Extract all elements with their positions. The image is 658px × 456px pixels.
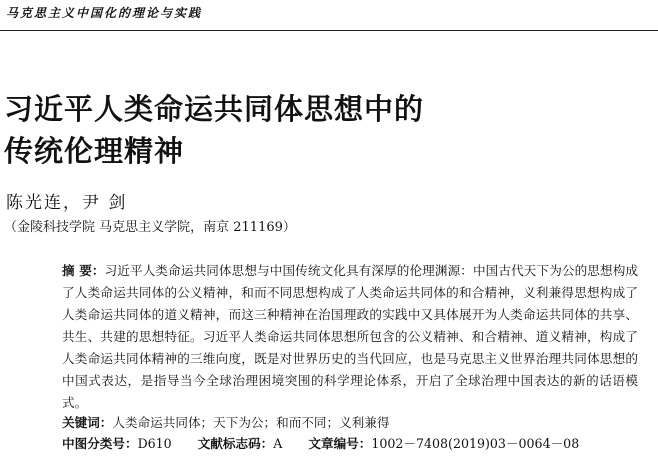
classification-line [62, 433, 579, 452]
keywords: 人类命运共同体；天下为公；和而不同；义利兼得 [112, 415, 390, 430]
doc-code-value: A [273, 436, 283, 451]
authors: 陈光连，尹 剑 [6, 193, 128, 213]
title-line-2: 传统伦理精神 [4, 134, 185, 168]
abstract [62, 260, 638, 414]
article-no-value: 1002－7408(2019)03－0064－08 [371, 436, 580, 451]
article-title [4, 88, 644, 172]
clc-value: D610 [137, 436, 172, 451]
doc-code-label: 文献标志码： [197, 436, 274, 451]
section-label: 马克思主义中国化的理论与实践 [6, 6, 203, 20]
abstract-label: 摘 要： [62, 263, 105, 278]
abstract-text: 习近平人类命运共同体思想与中国传统文化具有深厚的伦理渊源：中国古代天下为公的思想构成了人类命运共同体的公义精神，和而不同思想构成了人类命运共同体的和合精神，义利兼得思想构成了人类命运共同体的道义精神，而这三种精神在治国理政的实践中又具体展开为人类命运共同体的共享、共生、共建的思想特征。习近平人类命运共同体思想所包含的公义精神、和合精神、道义精神，构成了人类命运共同体精神的三维向度，既是对世界历史的当代回应，也是马克思主义世界治理共同体思想的中国式表达，是指导当今全球治理困境突围的科学理论体系，开启了全球治理中国表达的新的话语模式。 [62, 263, 639, 410]
clc-label: 中图分类号： [62, 436, 138, 451]
keywords-line [62, 412, 389, 431]
article-no-label: 文章编号： [308, 436, 372, 451]
title-line-1: 习近平人类命运共同体思想中的 [4, 92, 425, 126]
affiliation: （金陵科技学院 马克思主义学院，南京 211169） [4, 220, 296, 235]
header-divider [0, 30, 658, 31]
keywords-label: 关键词： [62, 415, 113, 430]
